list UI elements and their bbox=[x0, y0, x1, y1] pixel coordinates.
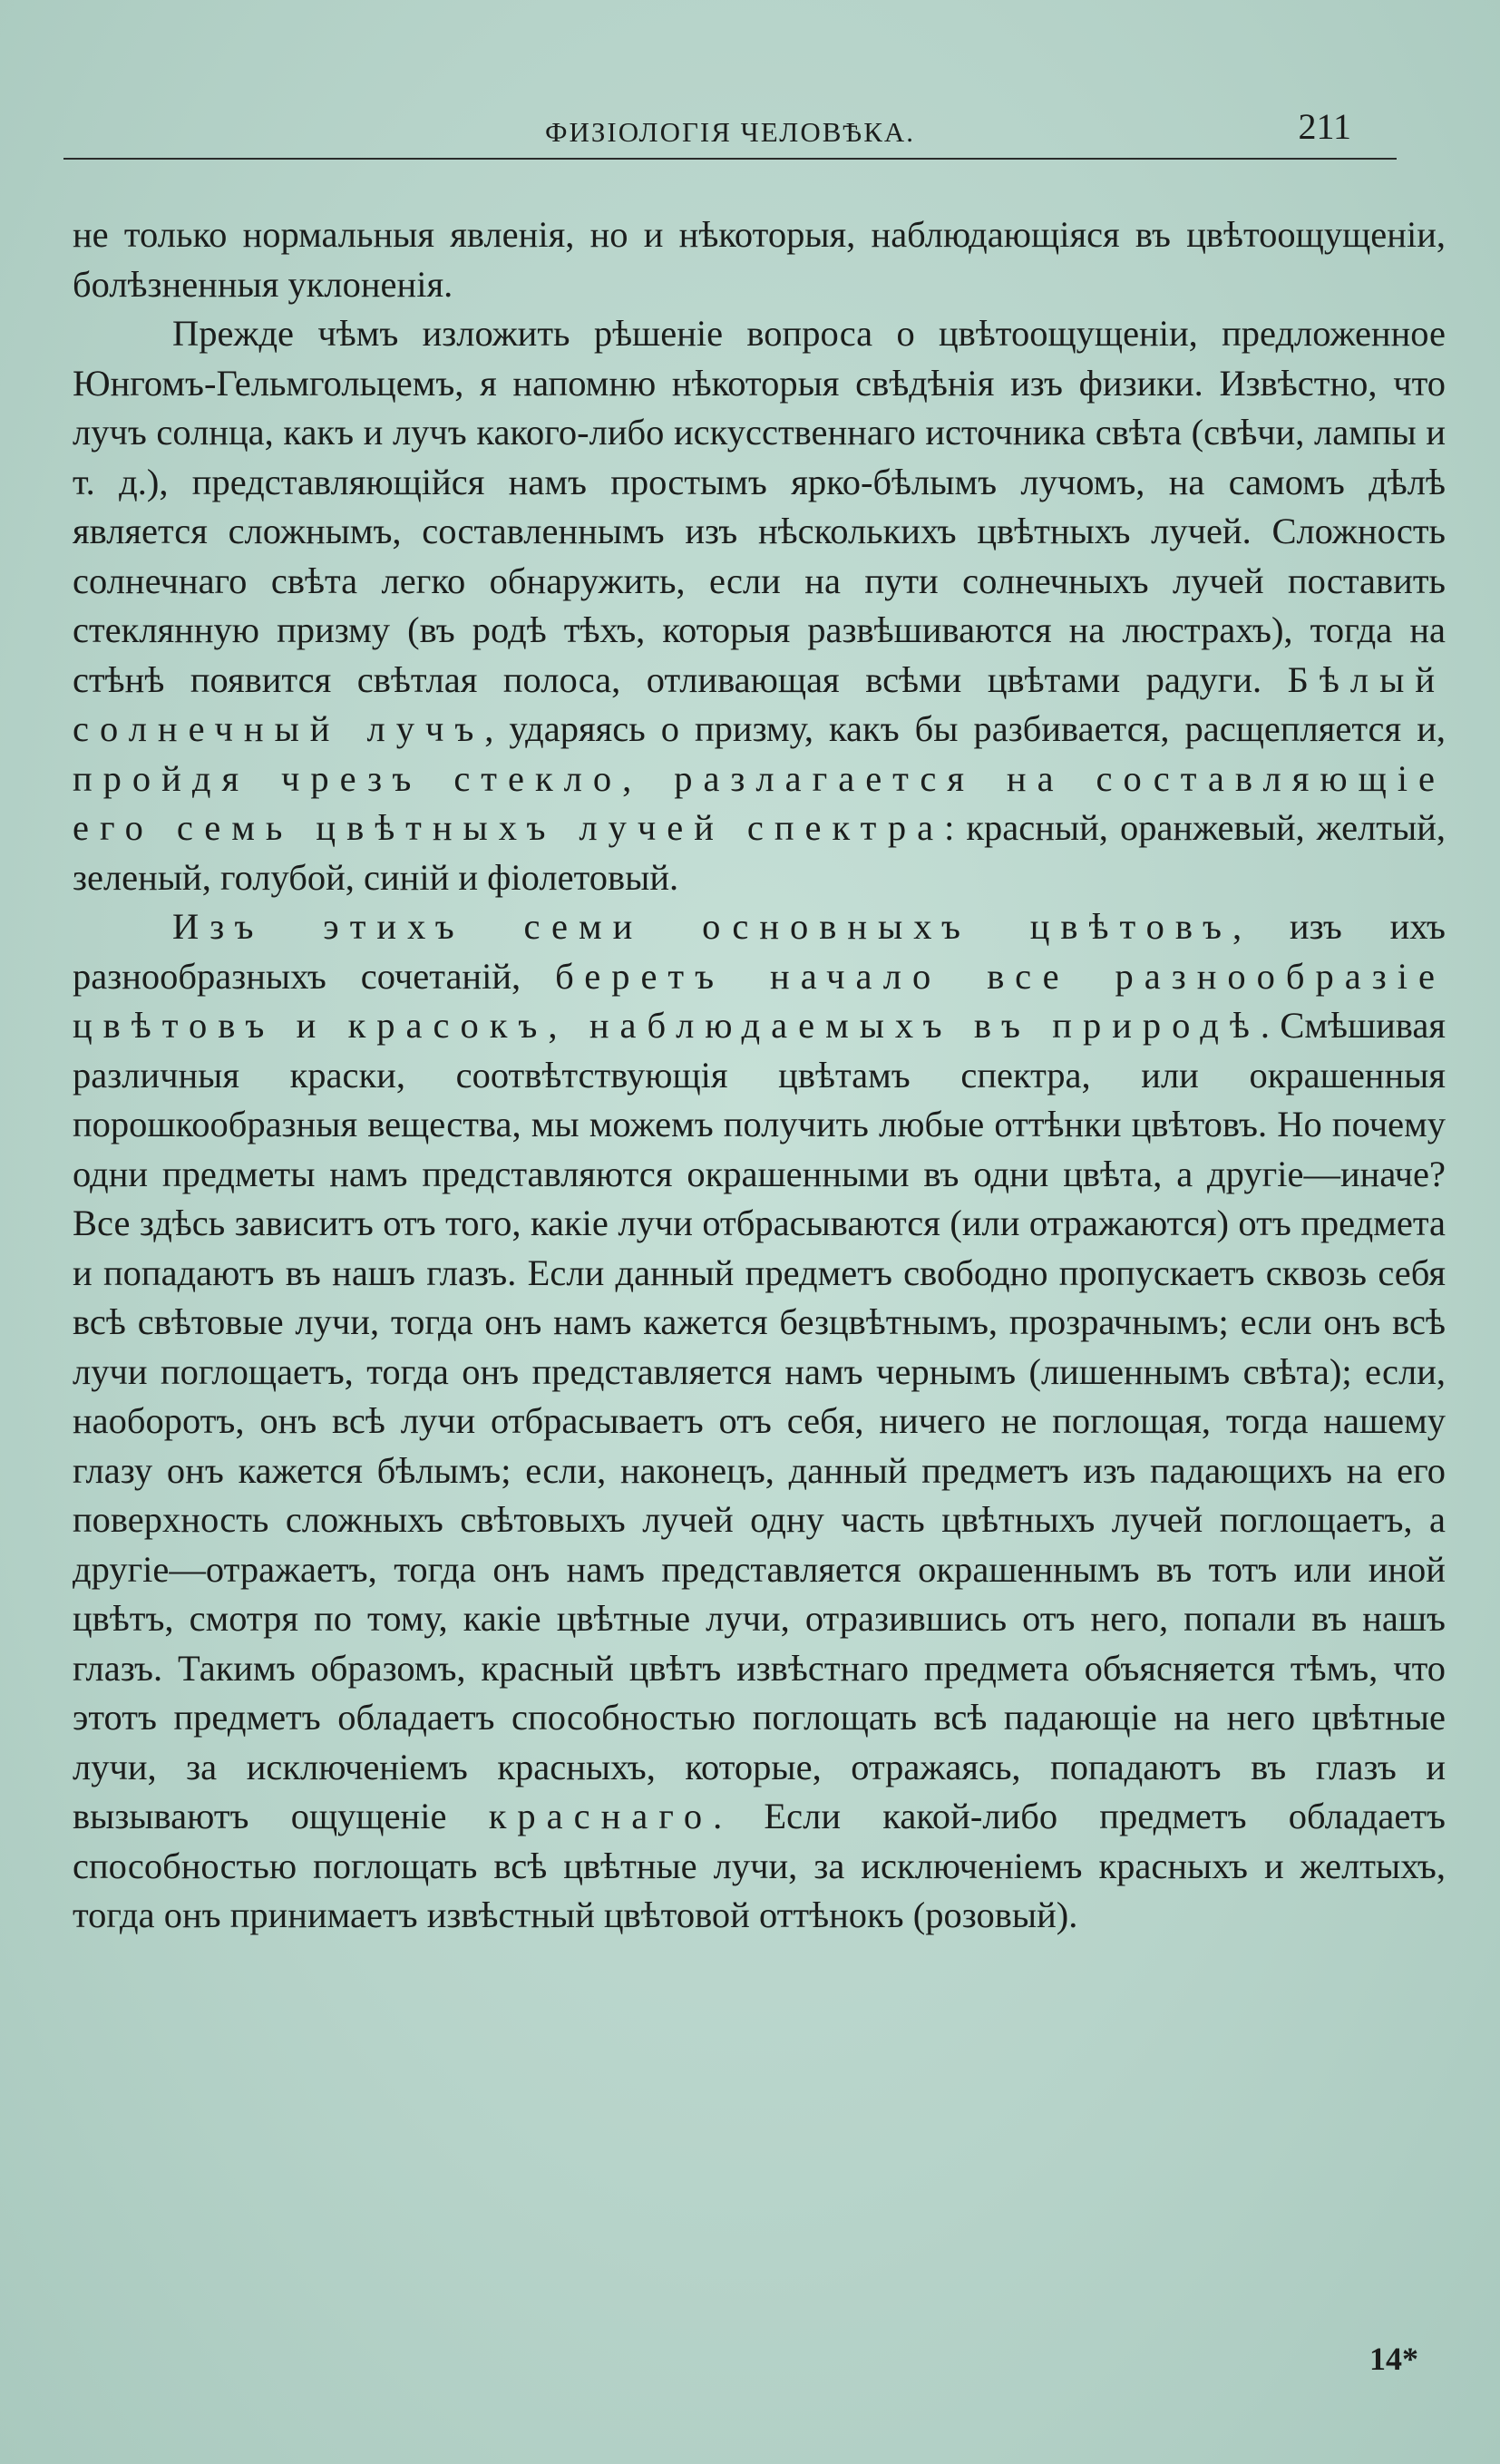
spaced-emphasis: краснаго bbox=[488, 1796, 714, 1836]
body-text bbox=[73, 210, 1446, 1941]
paragraph bbox=[73, 902, 1446, 1941]
page-number: 211 bbox=[1298, 106, 1351, 147]
text-run: , изъ ихъ разнообразныхъ сочетаній, bbox=[73, 906, 1446, 997]
text-run: не только нормальныя явленія, но и нѣкоторыя, наблюдающіяся въ цвѣтоощущеніи, болѣзненныя уклоненія. bbox=[73, 214, 1446, 305]
paragraph bbox=[73, 309, 1446, 902]
spaced-emphasis: Изъ этихъ семи основныхъ цвѣтовъ bbox=[172, 906, 1232, 947]
running-title: ФИЗІОЛОГІЯ ЧЕЛОВѢКА. bbox=[544, 116, 916, 148]
spaced-emphasis: Бѣлый солнечный лучъ bbox=[73, 658, 1446, 749]
text-run: : красный, оранжевый, желтый, зеленый, голубой, синій и фіолетовый. bbox=[73, 807, 1446, 898]
signature-mark: 14* bbox=[1369, 2341, 1418, 2377]
spaced-emphasis: беретъ начало все разнообразіе цвѣтовъ и красокъ, наблюдаемыхъ въ природѣ bbox=[73, 955, 1446, 1046]
text-run: Прежде чѣмъ изложить рѣшеніе вопроса о цвѣтоощущеніи, предложенное Юнгомъ-Гельмгольцемъ, я напомню нѣкоторыя свѣдѣнія изъ физики. Извѣстно, что лучъ солнца, какъ и лучъ какого-либо искусственнаго источника свѣта (свѣчи, лампы и т. д.), представляющійся намъ простымъ ярко-бѣлымъ лучомъ, на самомъ дѣлѣ является сложнымъ, составленнымъ изъ нѣсколькихъ цвѣтныхъ лучей. Сложность солнечнаго свѣта легко обнаружить, если на пути солнечныхъ лучей поставить стеклянную призму (въ родѣ тѣхъ, которыя развѣшиваются на люстрахъ), тогда на стѣнѣ появится свѣтлая полоса, отливающая всѣми цвѣтами радуги. bbox=[73, 313, 1446, 700]
spaced-emphasis: пройдя чрезъ стекло, разлагается на составляющіе его семь цвѣтныхъ лучей спектра bbox=[73, 757, 1446, 848]
text-run: , ударяясь о призму, какъ бы разбивается, расщепляется и, bbox=[484, 708, 1446, 749]
header-rule bbox=[63, 158, 1397, 160]
paragraph bbox=[73, 210, 1446, 309]
text-run: . Смѣшивая различныя краски, соотвѣтствующія цвѣтамъ спектра, или окрашенныя порошкообразныя вещества, мы можемъ получить любые оттѣнки цвѣтовъ. Но почему одни предметы намъ представляются окрашенными въ одни цвѣта, а другіе—иначе? Все здѣсь зависитъ отъ того, какіе лучи отбрасываются (или отражаются) отъ предмета и попадаютъ въ нашъ глазъ. Если данный предметъ свободно пропускаетъ сквозь себя всѣ свѣтовые лучи, тогда онъ намъ кажется безцвѣтнымъ, прозрачнымъ; если онъ всѣ лучи поглощаетъ, тогда онъ представляется намъ чернымъ (лишеннымъ свѣта); если, наоборотъ, онъ всѣ лучи отбрасываетъ отъ себя, ничего не поглощая, тогда нашему глазу онъ кажется бѣлымъ; если, наконецъ, данный предметъ изъ падающихъ на его поверхность сложныхъ свѣтовыхъ лучей одну часть цвѣтныхъ лучей поглощаетъ, а другіе—отражаетъ, тогда онъ намъ представляется окрашеннымъ въ тотъ или иной цвѣтъ, смотря по тому, какіе цвѣтные лучи, отразившись отъ него, попали въ нашъ глазъ. Такимъ образомъ, красный цвѣтъ извѣстнаго предмета объясняется тѣмъ, что этотъ предметъ обладаетъ способностью поглощать всѣ падающіе на него цвѣтные лучи, за исключеніемъ красныхъ, которые, отражаясь, попадаютъ въ глазъ и вызываютъ ощущеніе bbox=[73, 1005, 1446, 1836]
text-run: . Если какой-либо предметъ обладаетъ способностью поглощать всѣ цвѣтные лучи, за исключеніемъ красныхъ и желтыхъ, тогда онъ принимаетъ извѣстный цвѣтовой оттѣнокъ (розовый). bbox=[73, 1796, 1446, 1935]
page-header bbox=[63, 105, 1397, 160]
